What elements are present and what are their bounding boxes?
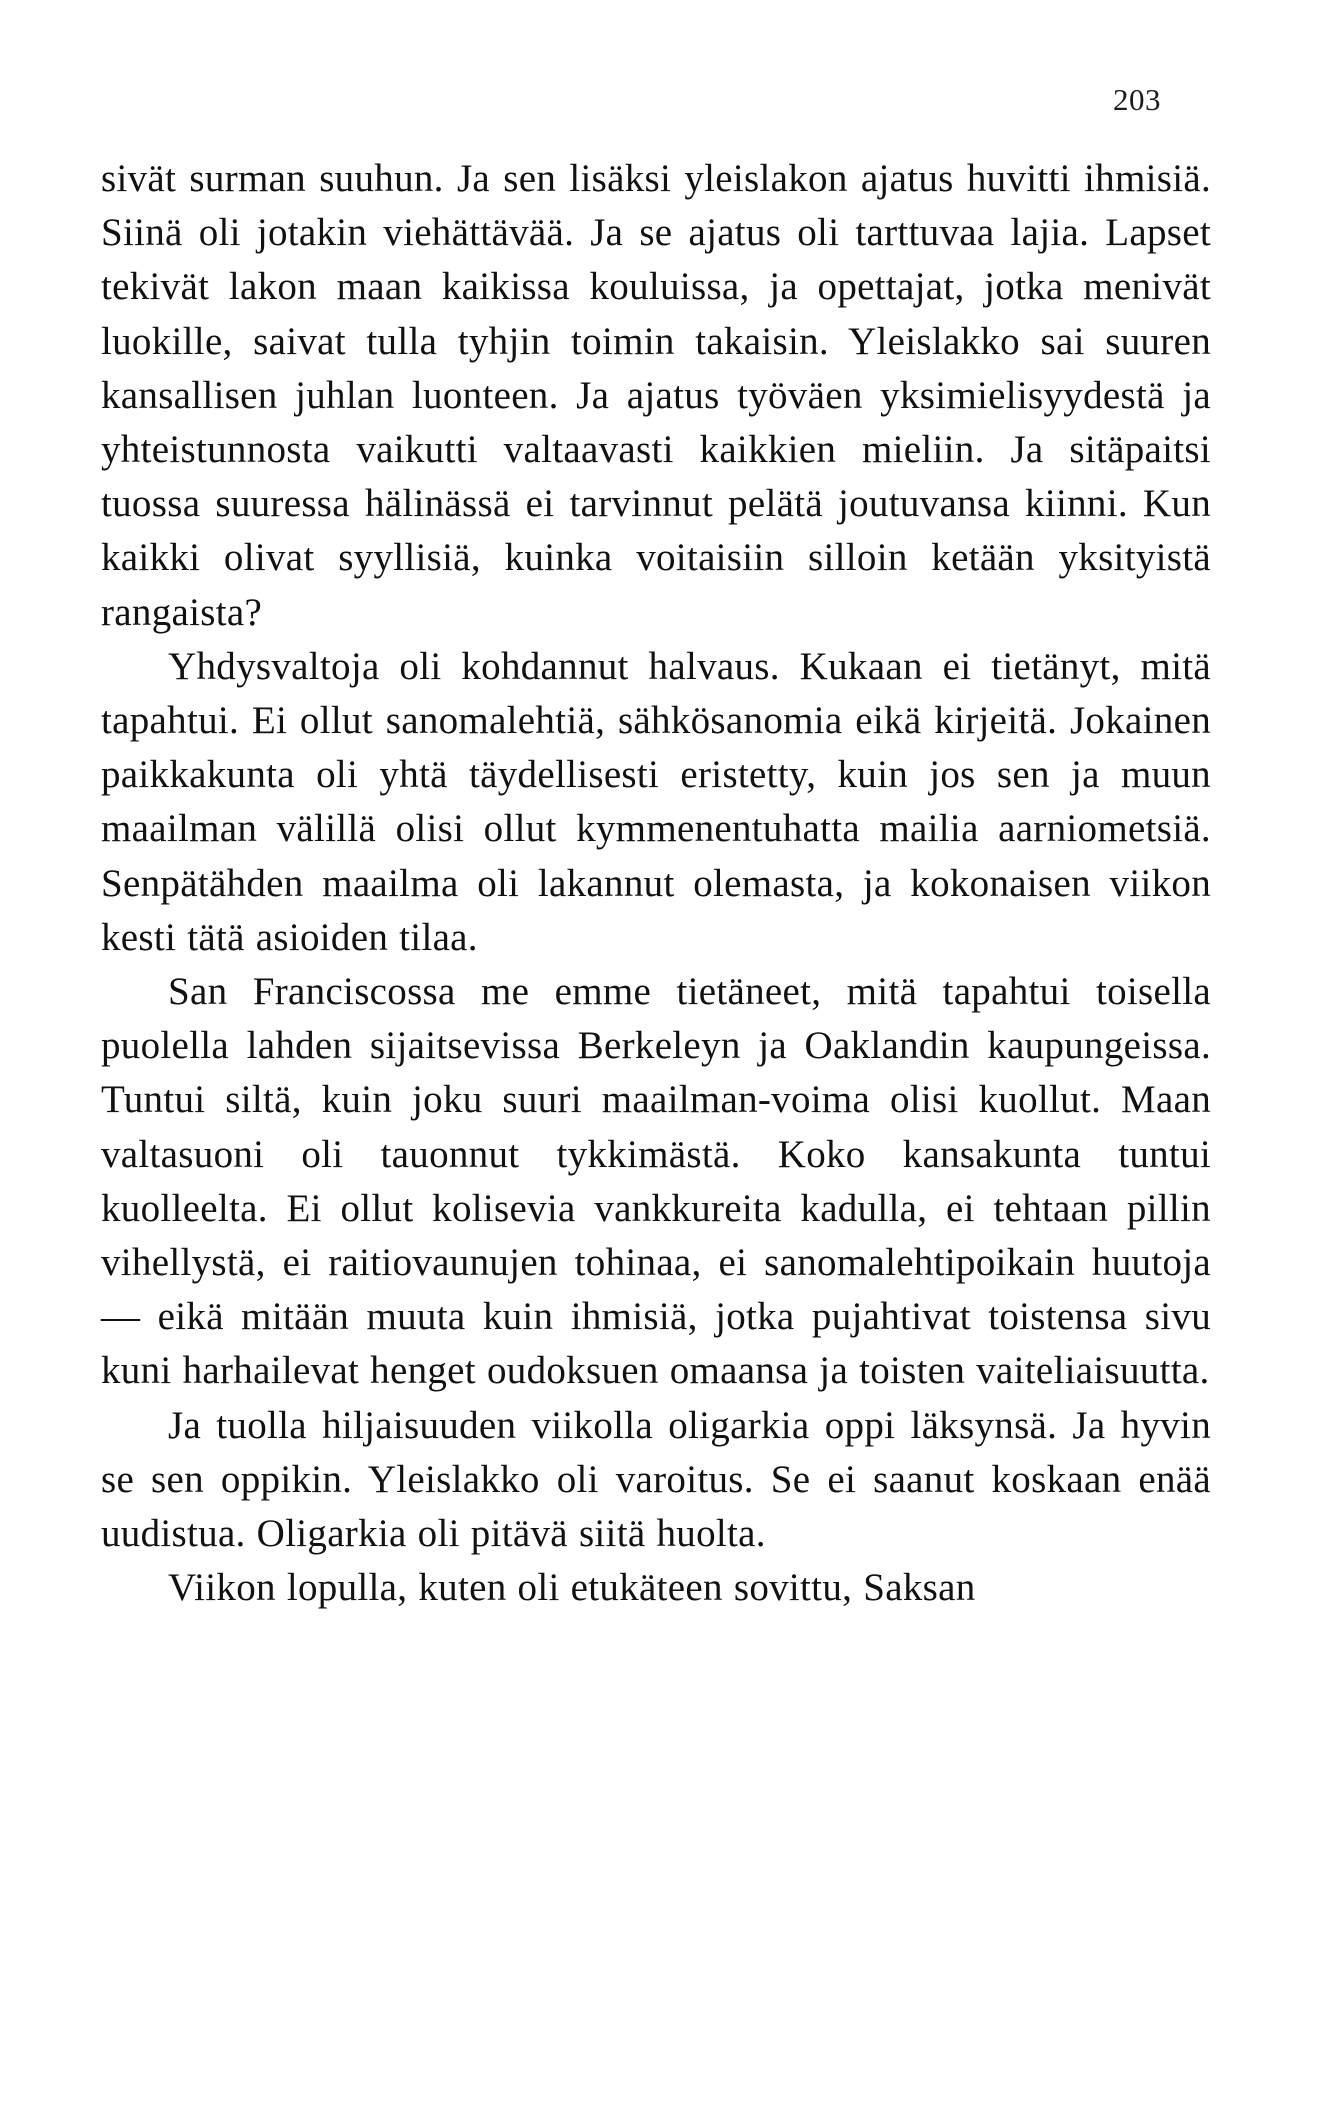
- body-text: [101, 152, 1211, 1615]
- paragraph-2: Yhdysvaltoja oli kohdannut halvaus. Kukaan ei tietänyt, mitä tapahtui. Ei ollut sanomalehtiä, sähkösanomia eikä kirjeitä. Jokainen paikkakunta oli yhtä täydellisesti eristetty, kuin jos sen ja muun maailman välillä olisi ollut kymmenentuhatta mailia aarniometsiä. Senpätähden maailma oli lakannut olemasta, ja kokonaisen viikon kesti tätä asioiden tilaa.: [101, 644, 1211, 959]
- paragraph-5: Viikon lopulla, kuten oli etukäteen sovittu, Saksan: [168, 1566, 976, 1610]
- paragraph-3: San Franciscossa me emme tietäneet, mitä tapahtui toisella puolella lahden sijaitsevissa Berkeleyn ja Oaklandin kaupungeissa. Tuntui siltä, kuin joku suuri maailman-voima olisi kuollut. Maan valtasuoni oli tauonnut tykkimästä. Koko kansakunta tuntui kuolleelta. Ei ollut kolisevia vankkureita kadulla, ei tehtaan pillin vihellystä, ei raitiovaunujen tohinaa, ei sanomalehtipoikain huutoja — eikä mitään muuta kuin ihmisiä, jotka pujahtivat toistensa sivu kuni harhailevat henget oudoksuen omaansa ja toisten vaiteliaisuutta.: [101, 970, 1211, 1393]
- page-number: 203: [1113, 82, 1161, 117]
- paragraph-1: sivät surman suuhun. Ja sen lisäksi yleislakon ajatus huvitti ihmisiä. Siinä oli jotakin viehättävää. Ja se ajatus oli tarttuvaa lajia. Lapset tekivät lakon maan kaikissa kouluissa, ja opettajat, jotka menivät luokille, saivat tulla tyhjin toimin takaisin. Yleislakko sai suuren kansallisen juhlan luonteen. Ja ajatus työväen yksimielisyydestä ja yhteistunnosta vaikutti valtaavasti kaikkien mieliin. Ja sitäpaitsi tuossa suuressa hälinässä ei tarvinnut pelätä joutuvansa kiinni. Kun kaikki olivat syyllisiä, kuinka voitaisiin silloin ketään yksityistä rangaista?: [101, 157, 1211, 634]
- paragraph-4: Ja tuolla hiljaisuuden viikolla oligarkia oppi läksynsä. Ja hyvin se sen oppikin. Yleislakko oli varoitus. Se ei saanut koskaan enää uudistua. Oligarkia oli pitävä siitä huolta.: [101, 1403, 1211, 1556]
